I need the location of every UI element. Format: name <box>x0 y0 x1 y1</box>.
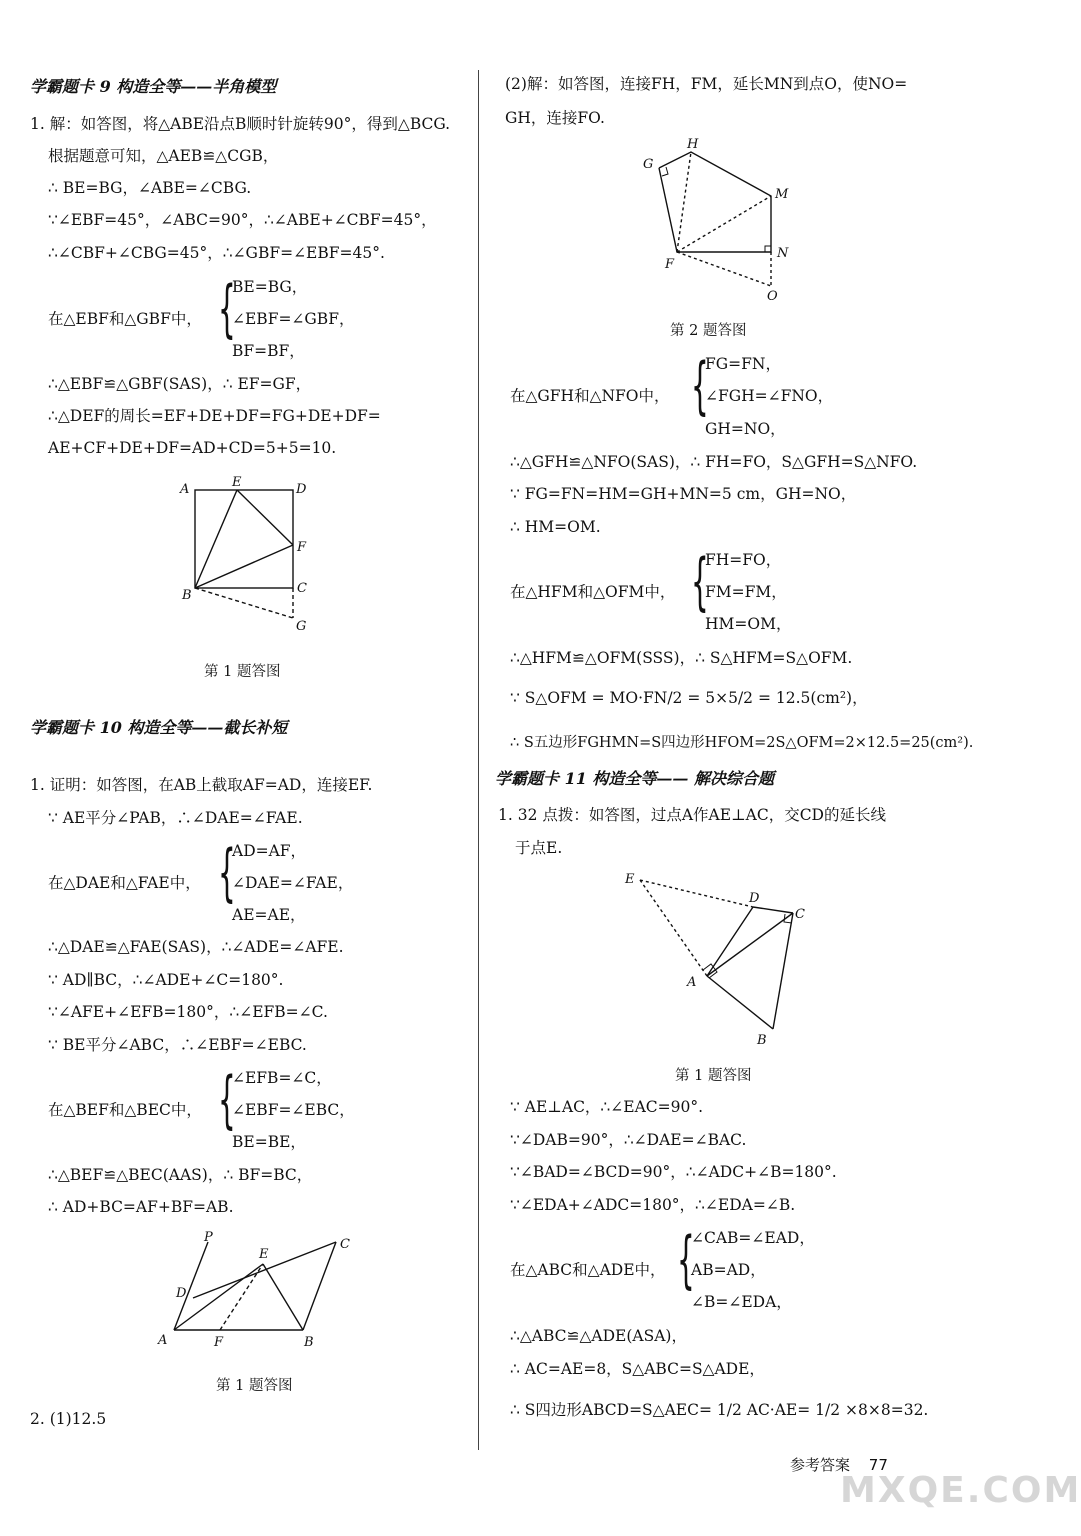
fig1-caption: 第 1 题答图 <box>204 664 281 680</box>
fig1-label: A <box>180 482 190 497</box>
sys2-item: HM=OM， <box>705 615 792 633</box>
fig3-label: N <box>777 246 789 261</box>
figure-trapezoid <box>148 1232 368 1352</box>
fig2-label: B <box>304 1335 314 1350</box>
card10-system-item: ∠DAE=∠FAE， <box>232 874 354 892</box>
sys2-item: FM=FM， <box>705 583 787 601</box>
fig2-caption: 第 1 题答图 <box>216 1378 293 1394</box>
proof-line: ∵ FG=FN=HM=GH+MN=5 cm，GH=NO， <box>510 485 857 503</box>
fig1-label: F <box>297 540 307 555</box>
card9-line: AE+CF+DE+DF=AD+CD=5+5=10. <box>48 439 337 457</box>
sys1-item: FG=FN， <box>705 355 781 373</box>
card9-system-intro: 在△EBF和△GBF中， <box>48 310 202 328</box>
proof-line: ∴△ABC≌△ADE(ASA)， <box>510 1327 687 1345</box>
card10-line: ∴△BEF≌△BEC(AAS)，∴ BF=BC， <box>48 1166 313 1184</box>
sys1-intro: 在△GFH和△NFO中， <box>510 387 670 405</box>
fig2-label: A <box>158 1333 168 1348</box>
footer-label: 参考答案 <box>790 1456 851 1474</box>
card11-line: 1. 32 点拨：如答图，过点A作AE⊥AC，交CD的延长线 <box>498 806 886 824</box>
figure-square-abcd <box>180 475 340 635</box>
card10-system-item: AE=AE， <box>232 906 306 924</box>
card10-system-item: AD=AF， <box>232 842 307 860</box>
fig3-label: F <box>665 257 675 272</box>
card11-title: 学霸题卡 11 构造全等—— 解决综合题 <box>495 769 774 788</box>
card9-title: 学霸题卡 9 构造全等——半角模型 <box>30 77 277 96</box>
card10-title: 学霸题卡 10 构造全等——截长补短 <box>30 718 288 737</box>
fig1-label: D <box>296 482 307 497</box>
sys2-item: FH=FO， <box>705 551 782 569</box>
fig1-label: C <box>297 581 307 596</box>
card9-line: 根据题意可知，△AEB≌△CGB， <box>48 147 279 165</box>
fig4-label: B <box>757 1033 767 1048</box>
card10-line: 1. 证明：如答图，在AB上截取AF=AD，连接EF. <box>30 776 373 794</box>
card9-line: ∴△DEF的周长=EF+DE+DF=FG+DE+DF= <box>48 407 381 425</box>
card9-line: 1. 解：如答图，将△ABE沿点B顺时针旋转90°，得到△BCG. <box>30 115 451 133</box>
card11-line: 于点E. <box>515 839 563 857</box>
fig4-label: C <box>795 907 805 922</box>
fig4-label: A <box>687 975 697 990</box>
figure-pentagon <box>635 138 805 308</box>
fig3-caption: 第 2 题答图 <box>670 323 747 339</box>
card10-line: ∴△DAE≌△FAE(SAS)，∴∠ADE=∠AFE. <box>48 938 344 956</box>
proof-line: ∴△GFH≌△NFO(SAS)，∴ FH=FO，S△GFH=S△NFO. <box>510 453 918 471</box>
fig1-label: E <box>232 475 242 490</box>
proof-line: ∴△HFM≌△OFM(SSS)，∴ S△HFM=S△OFM. <box>510 649 853 667</box>
brace: { <box>218 272 236 345</box>
card9-line: ∴ BE=BG，∠ABE=∠CBG. <box>48 179 252 197</box>
q2-line: (2)解：如答图，连接FH，FM，延长MN到点O，使NO= <box>505 75 908 93</box>
q2-line: GH，连接FO. <box>505 109 605 127</box>
brace: { <box>691 545 709 618</box>
brace: { <box>218 1063 236 1136</box>
card9-line: ∵∠EBF=45°，∠ABC=90°，∴∠ABE+∠CBF=45°， <box>48 211 437 229</box>
card9-system-item: BF=BF， <box>232 342 305 360</box>
proof-line: ∴ S五边形FGHMN=S四边形HFOM=2S△OFM=2×12.5=25(cm²). <box>510 735 974 751</box>
fig2-label: F <box>214 1335 224 1350</box>
fig2-label: P <box>204 1230 213 1245</box>
sys2-intro: 在△HFM和△OFM中， <box>510 583 676 601</box>
card10-line: ∵ BE平分∠ABC，∴∠EBF=∠EBC. <box>48 1036 307 1054</box>
proof-line: ∵∠DAB=90°，∴∠DAE=∠BAC. <box>510 1131 747 1149</box>
figure-quadrilateral <box>615 866 815 1046</box>
card10-line: ∴ AD+BC=AF+BF=AB. <box>48 1198 234 1216</box>
fig3-label: M <box>775 187 789 202</box>
card10-line: ∵∠AFE+∠EFB=180°，∴∠EFB=∠C. <box>48 1003 328 1021</box>
fig4-label: E <box>625 872 635 887</box>
card9-line: ∴△EBF≌△GBF(SAS)，∴ EF=GF， <box>48 375 312 393</box>
proof-line: ∵∠EDA+∠ADC=180°，∴∠EDA=∠B. <box>510 1196 796 1214</box>
fig2-label: D <box>176 1286 187 1301</box>
fig1-label: G <box>296 619 307 634</box>
sys3-item: ∠B=∠EDA， <box>691 1293 792 1311</box>
column-divider <box>478 70 479 1450</box>
fig4-caption: 第 1 题答图 <box>675 1068 752 1084</box>
card10-system-intro: 在△BEF和△BEC中， <box>48 1101 202 1119</box>
card10-line: ∵ AE平分∠PAB，∴∠DAE=∠FAE. <box>48 809 303 827</box>
proof-line: ∴ AC=AE=8，S△ABC=S△ADE， <box>510 1360 765 1378</box>
card10-system-item: BE=BE， <box>232 1133 306 1151</box>
fig2-label: C <box>340 1237 350 1252</box>
card10-system-item: ∠EFB=∠C， <box>232 1069 332 1087</box>
sys3-item: ∠CAB=∠EAD， <box>691 1229 815 1247</box>
proof-line: ∵ AE⊥AC，∴∠EAC=90°. <box>510 1098 704 1116</box>
brace: { <box>677 1223 695 1296</box>
card10-line: ∵ AD∥BC，∴∠ADE+∠C=180°. <box>48 971 284 989</box>
card9-line: ∴∠CBF+∠CBG=45°，∴∠GBF=∠EBF=45°. <box>48 244 385 262</box>
proof-line: ∵∠BAD=∠BCD=90°，∴∠ADC+∠B=180°. <box>510 1163 837 1181</box>
fig3-label: O <box>767 289 778 304</box>
card10-system-intro: 在△DAE和△FAE中， <box>48 874 201 892</box>
card10-system-item: ∠EBF=∠EBC， <box>232 1101 355 1119</box>
sys1-item: ∠FGH=∠FNO， <box>705 387 834 405</box>
brace: { <box>691 349 709 422</box>
fig1-label: B <box>182 588 192 603</box>
proof-line: ∴ HM=OM. <box>510 518 601 536</box>
proof-line: ∵ S△OFM = MO·FN/2 = 5×5/2 = 12.5(cm²)， <box>510 689 868 707</box>
card9-system-item: ∠EBF=∠GBF， <box>232 310 355 328</box>
fig2-label: E <box>259 1247 269 1262</box>
fig4-label: D <box>749 891 760 906</box>
page-number: 77 <box>868 1456 888 1474</box>
brace: { <box>218 836 236 909</box>
fig3-label: G <box>643 157 654 172</box>
proof-line: ∴ S四边形ABCD=S△AEC= 1/2 AC·AE= 1/2 ×8×8=32. <box>510 1401 929 1419</box>
fig3-label: H <box>687 137 699 152</box>
sys3-item: AB=AD， <box>691 1261 766 1279</box>
card9-system-item: BE=BG， <box>232 278 308 296</box>
sys3-intro: 在△ABC和△ADE中， <box>510 1261 666 1279</box>
sys1-item: GH=NO， <box>705 420 786 438</box>
answer-2-1: 2. (1)12.5 <box>30 1410 107 1428</box>
watermark: MXQE.COM <box>840 1470 1081 1511</box>
